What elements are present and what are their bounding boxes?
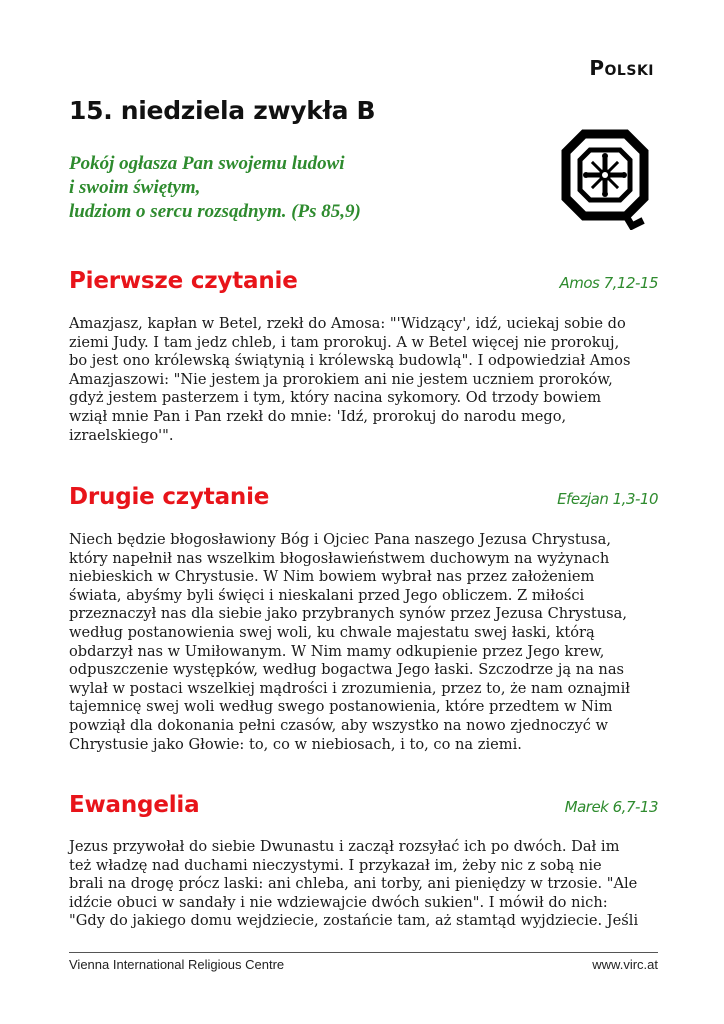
text-line: bo jest ono królewską świątynią i królewską budowlą". I odpowiedział Amos — [69, 352, 631, 370]
footer-divider — [69, 952, 658, 953]
section-reference: Amos 7,12-15 — [559, 274, 658, 292]
text-line: Amazjasz, kapłan w Betel, rzekł do Amosa: "'Widzący', idź, uciekaj sobie do — [69, 315, 626, 332]
text-line: odpuszczenie występków, według bogactwa Jego łaski. Szczodrze ją na nas — [69, 661, 625, 679]
section-title: Drugie czytanie — [69, 484, 270, 510]
section-header-second-reading — [69, 484, 658, 510]
text-line: tajemnicę swej woli według swego postanowienia, które przedtem w Nim — [69, 698, 613, 716]
text-line: ziemi Judy. I tam jedz chleb, i tam prorokuj. A w Betel więcej nie prorokuj, — [69, 333, 620, 351]
text-line: Chrystusie jako Głowie: to, co w niebiosach, i to, co na ziemi. — [69, 735, 522, 753]
text-line: wziął mnie Pan i Pan rzekł do mnie: 'Idź, prorokuj do narodu mego, — [69, 407, 567, 425]
text-line: wylał w postaci wszelkiej mądrości i zrozumienia, przez to, że nam oznajmił — [69, 679, 630, 697]
antiphon-line: Pokój ogłasza Pan swojemu ludowi — [69, 153, 345, 174]
section-text-second-reading — [69, 531, 661, 754]
text-line: idźcie obuci w sandały i nie wdziewajcie dwóch sukien". I mówił do nich: — [69, 893, 608, 911]
text-line: też władzę nad duchami nieczystymi. I przykazał im, żeby nic z sobą nie — [69, 856, 602, 874]
section-text-gospel — [69, 838, 661, 931]
footer-organization: Vienna International Religious Centre — [69, 957, 285, 972]
section-text-first-reading — [69, 315, 661, 445]
text-line: obdarzył nas w Umiłowanym. W Nim mamy odkupienie przez Jego krew, — [69, 642, 605, 660]
page-title: 15. niedziela zwykła B — [69, 96, 376, 125]
text-line: według postanowienia swej woli, ku chwale majestatu swej łaski, którą — [69, 623, 595, 641]
text-line: Jezus przywołał do siebie Dwunastu i zaczął rozsyłać ich po dwóch. Dał im — [69, 838, 620, 855]
text-line: świata, abyśmy byli święci i nieskalani przed Jego obliczem. Z miłości — [69, 586, 585, 604]
language-label: Polski — [589, 56, 654, 80]
footer-website-link[interactable]: www.virc.at — [592, 957, 658, 972]
section-reference: Marek 6,7-13 — [564, 798, 658, 816]
cross-knot-logo-icon — [560, 128, 650, 230]
section-title: Ewangelia — [69, 792, 200, 818]
section-header-gospel — [69, 792, 658, 818]
text-line: który napełnił nas wszelkim błogosławieństwem duchowym na wyżynach — [69, 549, 610, 567]
text-line: Amazjaszowi: "Nie jestem ja prorokiem ani nie jestem uczniem proroków, — [69, 370, 613, 388]
text-line: powziął dla dokonania pełni czasów, aby wszystko na nowo zjednoczyć w — [69, 716, 609, 734]
text-line: izraelskiego'". — [69, 426, 174, 444]
antiphon-line: ludziom o sercu rozsądnym. (Ps 85,9) — [69, 201, 361, 222]
text-line: brali na drogę prócz laski: ani chleba, ani torby, ani pieniędzy w trzosie. "Ale — [69, 875, 638, 893]
text-line: gdyż jestem pasterzem i tym, który nacina sykomory. Od trzody bowiem — [69, 389, 602, 407]
text-line: Niech będzie błogosławiony Bóg i Ojciec Pana naszego Jezusa Chrystusa, — [69, 531, 612, 548]
text-line: przeznaczył nas dla siebie jako przybranych synów przez Jezusa Chrystusa, — [69, 605, 627, 623]
text-line: niebieskich w Chrystusie. W Nim bowiem wybrał nas przez założeniem — [69, 568, 595, 586]
antiphon — [69, 152, 489, 224]
section-title: Pierwsze czytanie — [69, 268, 298, 294]
section-reference: Efezjan 1,3-10 — [557, 490, 658, 508]
antiphon-line: i swoim świętym, — [69, 177, 201, 198]
section-header-first-reading — [69, 268, 658, 294]
text-line: "Gdy do jakiego domu wejdziecie, zostańcie tam, aż stamtąd wyjdziecie. Jeśli — [69, 912, 639, 930]
